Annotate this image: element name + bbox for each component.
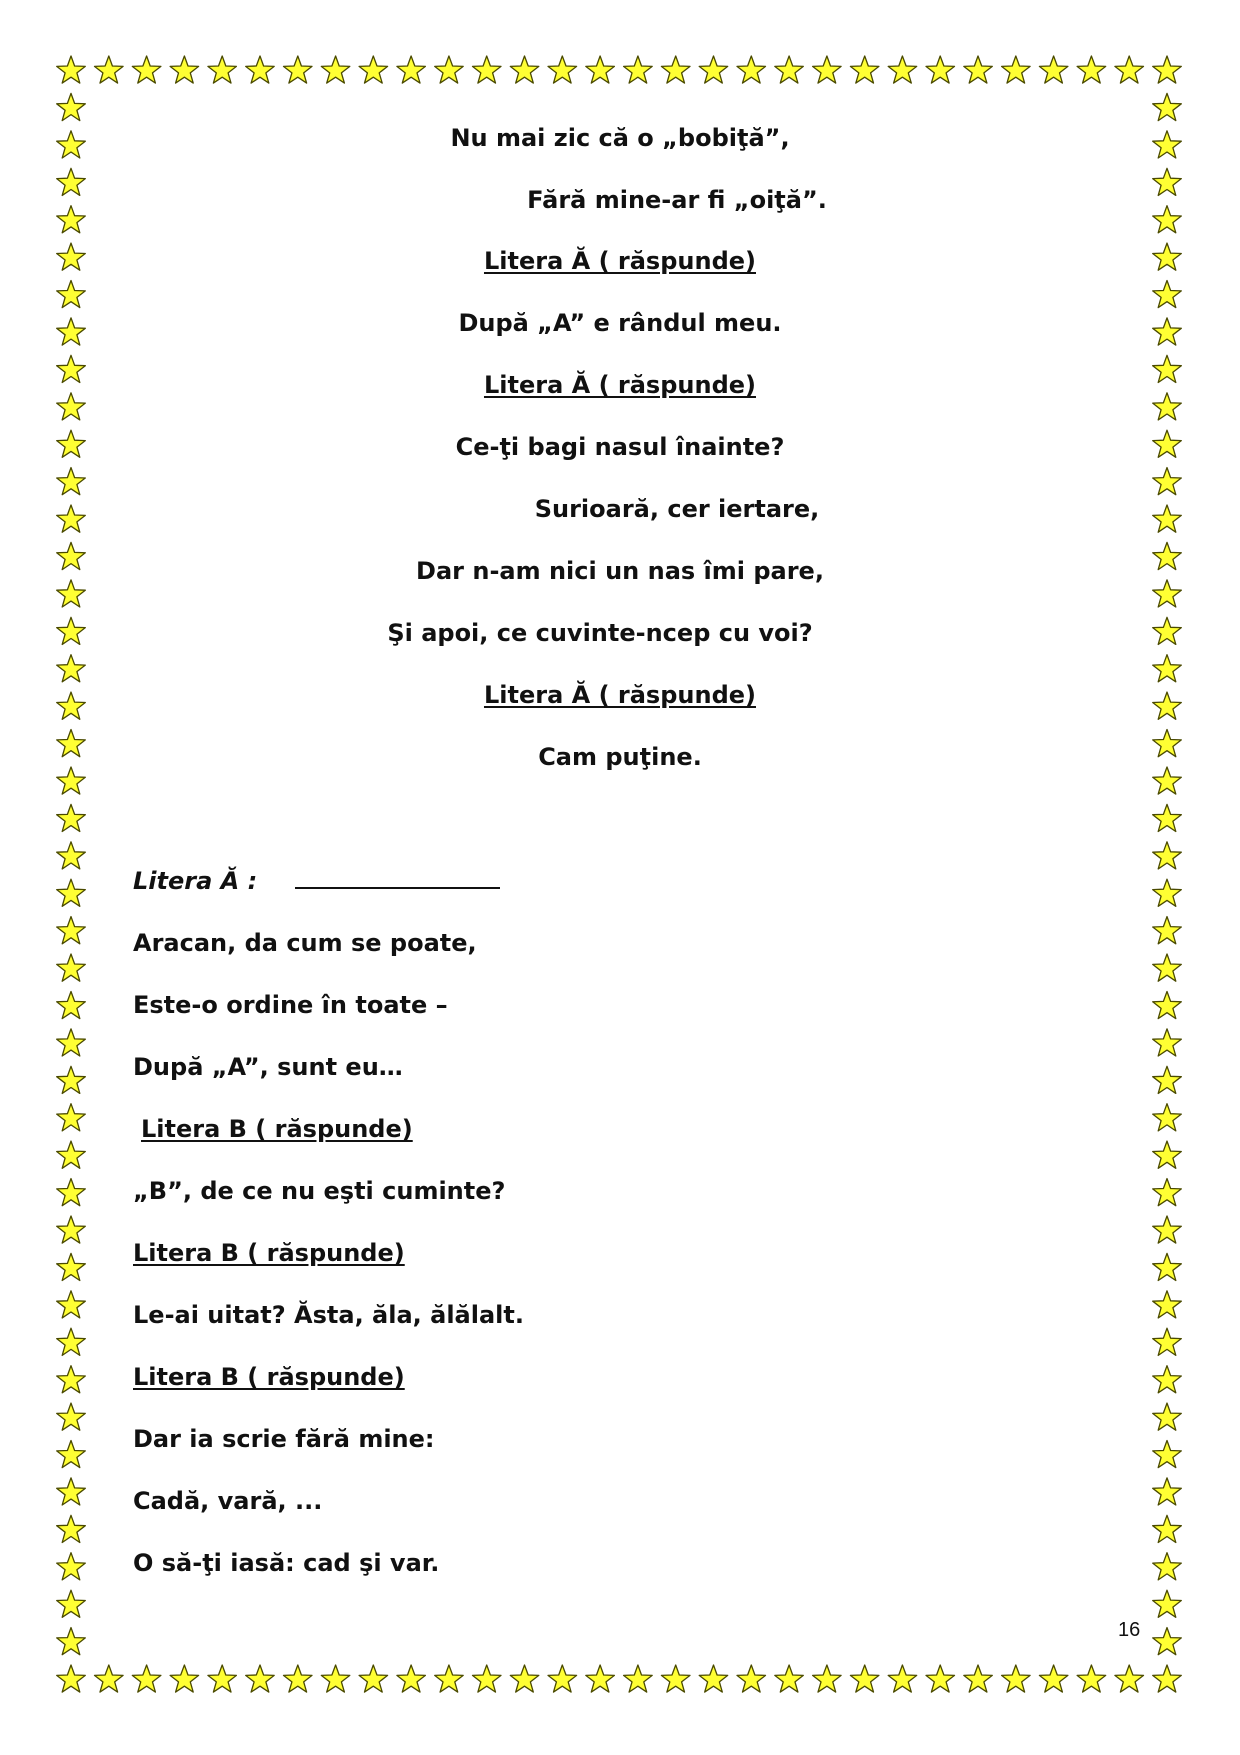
star-icon xyxy=(321,56,350,83)
star-icon xyxy=(1153,1628,1182,1655)
star-icon xyxy=(57,93,86,120)
star-icon xyxy=(435,1665,464,1692)
star-icon xyxy=(57,804,86,831)
star-icon xyxy=(1153,468,1182,495)
star-icon xyxy=(57,1366,86,1393)
star-icon xyxy=(1153,1441,1182,1468)
poem-line: Nu mai zic că o „bobiţă”, xyxy=(450,124,790,152)
star-icon xyxy=(926,56,955,83)
star-icon xyxy=(1153,1366,1182,1393)
star-icon xyxy=(473,1665,502,1692)
speaker-label: Litera Ă ( răspunde) xyxy=(483,681,756,709)
star-icon xyxy=(57,1253,86,1280)
star-icon xyxy=(964,56,993,83)
star-icon xyxy=(1153,1665,1182,1692)
star-icon xyxy=(586,1665,615,1692)
star-icon xyxy=(57,1029,86,1056)
star-icon xyxy=(435,56,464,83)
star-icon xyxy=(246,56,275,83)
poem-line: Dar ia scrie fără mine: xyxy=(133,1425,435,1453)
star-icon xyxy=(246,1665,275,1692)
speaker-label: Litera B ( răspunde) xyxy=(133,1363,405,1391)
star-icon xyxy=(1153,1478,1182,1505)
poem-line: Surioară, cer iertare, xyxy=(534,495,820,523)
star-icon xyxy=(661,56,690,83)
star-icon xyxy=(737,1665,766,1692)
poem-line: O să-ţi iasă: cad şi var. xyxy=(133,1549,440,1577)
star-icon xyxy=(775,1665,804,1692)
star-icon xyxy=(208,1665,237,1692)
star-icon xyxy=(57,992,86,1019)
page-number: 16 xyxy=(1118,1619,1141,1641)
speaker-heading: Litera Ă : xyxy=(133,866,500,896)
star-icon xyxy=(57,1665,86,1692)
star-icon xyxy=(661,1665,690,1692)
star-icon xyxy=(170,56,199,83)
star-icon xyxy=(1153,917,1182,944)
poem-line: După „A”, sunt eu… xyxy=(133,1053,403,1081)
star-icon xyxy=(132,1665,161,1692)
speaker-label: Litera B ( răspunde) xyxy=(133,1239,405,1267)
star-icon xyxy=(850,1665,879,1692)
star-icon xyxy=(397,1665,426,1692)
poem-line: Cadă, vară, ... xyxy=(133,1487,323,1515)
speaker-label: Litera Ă ( răspunde) xyxy=(483,371,756,399)
poem-line: După „A” e rândul meu. xyxy=(458,309,782,337)
star-icon xyxy=(1153,1553,1182,1580)
poem-line: Şi apoi, ce cuvinte-ncep cu voi? xyxy=(387,619,813,647)
star-icon xyxy=(1153,1590,1182,1617)
star-icon xyxy=(359,1665,388,1692)
poem-line: Este-o ordine în toate – xyxy=(133,991,448,1019)
star-icon xyxy=(1039,1665,1068,1692)
star-icon xyxy=(208,56,237,83)
poem-line: Le-ai uitat? Ăsta, ăla, ălălalt. xyxy=(133,1301,524,1329)
star-icon xyxy=(57,1104,86,1131)
star-icon xyxy=(95,1665,124,1692)
star-icon xyxy=(57,468,86,495)
star-icon xyxy=(57,1403,86,1430)
star-icon xyxy=(1153,93,1182,120)
star-icon xyxy=(95,56,124,83)
star-icon xyxy=(813,56,842,83)
star-icon xyxy=(359,56,388,83)
star-icon xyxy=(57,842,86,869)
star-icon xyxy=(813,1665,842,1692)
star-icon xyxy=(132,56,161,83)
star-icon xyxy=(284,1665,313,1692)
star-icon xyxy=(1002,1665,1031,1692)
star-icon xyxy=(397,56,426,83)
star-icon xyxy=(57,954,86,981)
star-icon xyxy=(57,1515,86,1542)
star-icon xyxy=(57,879,86,906)
star-icon xyxy=(1153,879,1182,906)
star-icon xyxy=(1153,1291,1182,1318)
star-icon xyxy=(1153,1328,1182,1355)
star-icon xyxy=(170,1665,199,1692)
star-icon xyxy=(1153,992,1182,1019)
speaker-label: Litera B ( răspunde) xyxy=(141,1115,413,1143)
star-icon xyxy=(57,1328,86,1355)
star-icon xyxy=(1153,1066,1182,1093)
star-icon xyxy=(57,281,86,308)
star-icon xyxy=(510,56,539,83)
speaker-label: Litera Ă ( răspunde) xyxy=(483,247,756,275)
star-icon xyxy=(57,1628,86,1655)
star-icon xyxy=(775,56,804,83)
star-icon xyxy=(1153,954,1182,981)
star-icon xyxy=(57,56,86,83)
star-icon xyxy=(1153,1515,1182,1542)
star-icon xyxy=(57,1141,86,1168)
blank-line xyxy=(295,871,500,889)
poem-line: Dar n-am nici un nas îmi pare, xyxy=(416,557,824,585)
poem-line: „B”, de ce nu eşti cuminte? xyxy=(133,1177,506,1205)
star-icon xyxy=(737,56,766,83)
star-icon xyxy=(1153,804,1182,831)
star-icon xyxy=(57,917,86,944)
star-icon xyxy=(1002,56,1031,83)
star-icon xyxy=(321,1665,350,1692)
star-icon xyxy=(548,1665,577,1692)
star-icon xyxy=(57,655,86,682)
star-icon xyxy=(888,1665,917,1692)
star-icon xyxy=(1077,56,1106,83)
poem-line: Ce-ţi bagi nasul înainte? xyxy=(455,433,785,461)
star-icon xyxy=(57,1553,86,1580)
star-icon xyxy=(284,56,313,83)
star-icon xyxy=(1153,655,1182,682)
star-icon xyxy=(1153,1216,1182,1243)
poem-line: Cam puţine. xyxy=(538,743,702,771)
star-icon xyxy=(57,1478,86,1505)
star-icon xyxy=(1115,56,1144,83)
star-icon xyxy=(1153,1403,1182,1430)
star-icon xyxy=(1153,1141,1182,1168)
star-icon xyxy=(624,1665,653,1692)
star-icon xyxy=(699,56,728,83)
star-icon xyxy=(473,56,502,83)
star-icon xyxy=(1153,842,1182,869)
star-icon xyxy=(926,1665,955,1692)
star-icon xyxy=(548,56,577,83)
star-icon xyxy=(850,56,879,83)
star-icon xyxy=(1077,1665,1106,1692)
star-icon xyxy=(699,1665,728,1692)
star-icon xyxy=(586,56,615,83)
star-icon xyxy=(57,1066,86,1093)
star-icon xyxy=(57,1291,86,1318)
star-icon xyxy=(1153,1179,1182,1206)
star-icon xyxy=(1039,56,1068,83)
star-icon xyxy=(57,1179,86,1206)
poem-line: Fără mine-ar fi „oiţă”. xyxy=(527,186,827,214)
star-icon xyxy=(964,1665,993,1692)
star-icon xyxy=(57,1216,86,1243)
star-icon xyxy=(1153,281,1182,308)
star-icon xyxy=(1115,1665,1144,1692)
star-icon xyxy=(57,1590,86,1617)
star-icon xyxy=(510,1665,539,1692)
star-icon xyxy=(1153,56,1182,83)
star-icon xyxy=(888,56,917,83)
star-icon xyxy=(624,56,653,83)
poem-line: Aracan, da cum se poate, xyxy=(133,929,477,957)
star-icon xyxy=(1153,1253,1182,1280)
star-icon xyxy=(1153,1029,1182,1056)
star-icon xyxy=(57,1441,86,1468)
star-icon xyxy=(1153,1104,1182,1131)
